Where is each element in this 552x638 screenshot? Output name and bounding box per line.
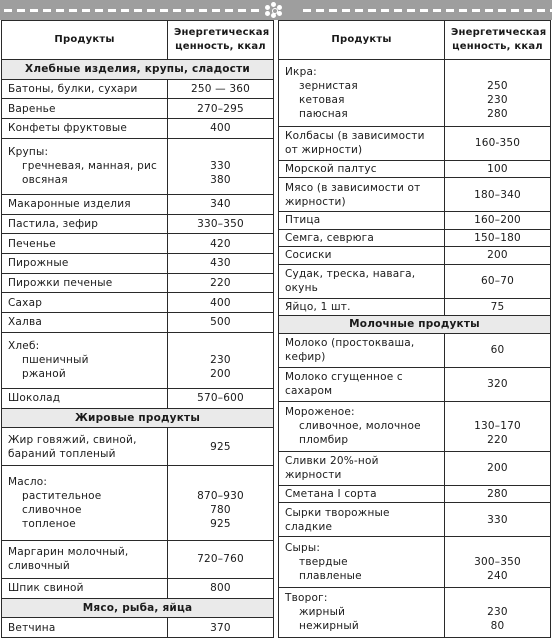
group-values — [168, 138, 274, 194]
subitem-value: 780 — [210, 504, 231, 517]
subitem-name: гречневая, манная, рис — [22, 160, 157, 173]
subitem-name: нежирный — [299, 620, 359, 633]
subitem-name: пломбир — [299, 434, 349, 447]
product-name: Халва — [2, 312, 168, 332]
spacer — [174, 339, 267, 353]
product-name: Птица — [279, 212, 445, 230]
table-row — [2, 578, 274, 598]
product-name: Ветчина — [2, 618, 168, 638]
product-name: Морской палтус — [279, 160, 445, 178]
flower-ornament-icon — [265, 2, 283, 18]
section-title: Мясо, рыба, яйца — [2, 598, 274, 618]
group-row — [279, 587, 551, 637]
product-name: Мясо (в зависимости от жирности) — [279, 178, 445, 212]
table-row — [2, 293, 274, 313]
group-values — [168, 332, 274, 388]
energy-value: 60 — [445, 333, 551, 367]
energy-value: 430 — [168, 253, 274, 273]
energy-value: 200 — [445, 247, 551, 265]
product-name: Сахар — [2, 293, 168, 313]
product-name: Жир говяжий, свиной, бараний топленый — [2, 428, 168, 466]
group-row — [279, 60, 551, 127]
product-name: Варенье — [2, 99, 168, 119]
table-row — [2, 79, 274, 99]
spacer — [451, 405, 544, 419]
energy-value: 720–760 — [168, 540, 274, 578]
subitem-value: 330 — [210, 160, 231, 173]
energy-value: 280 — [445, 485, 551, 503]
product-name: Яйцо, 1 шт. — [279, 298, 445, 316]
subitem-name: пшеничный — [22, 354, 89, 367]
product-name: Конфеты фруктовые — [2, 118, 168, 138]
table-row — [2, 118, 274, 138]
spacer — [174, 475, 267, 489]
energy-value: 330 — [445, 503, 551, 537]
table-row — [2, 540, 274, 578]
energy-value: 340 — [168, 194, 274, 214]
product-name: Колбасы (в зависимости от жирности) — [279, 126, 445, 160]
energy-value: 370 — [168, 618, 274, 638]
table-row — [279, 485, 551, 503]
group-row — [2, 138, 274, 194]
group-title: Масло: — [8, 476, 48, 489]
subitem-name: плавленые — [299, 569, 362, 582]
subitem-name: сливочное — [22, 504, 82, 517]
subitem-value: 130–170 — [474, 420, 521, 433]
section-row — [2, 598, 274, 618]
product-name: Сосиски — [279, 247, 445, 265]
energy-value: 220 — [168, 273, 274, 293]
table-row — [279, 367, 551, 401]
product-name: Печенье — [2, 234, 168, 254]
energy-value: 250 — 360 — [168, 79, 274, 99]
table-row — [2, 99, 274, 119]
table-row — [2, 388, 274, 408]
product-name: Пирожки печеные — [2, 273, 168, 293]
subitem-value: 280 — [487, 107, 508, 120]
subitem-name: сливочное, молочное — [299, 420, 421, 433]
table-row — [279, 126, 551, 160]
table-row — [2, 273, 274, 293]
table-row — [279, 503, 551, 537]
subitem-value: 380 — [210, 174, 231, 187]
subitem-name: овсяная — [22, 174, 68, 187]
energy-value: 330–350 — [168, 214, 274, 234]
group-row — [279, 401, 551, 451]
section-row — [279, 316, 551, 334]
subitem-value: 230 — [487, 606, 508, 619]
product-name: Молоко сгущенное с сахаром — [279, 367, 445, 401]
product-name: Сырки творожные сладкие — [279, 503, 445, 537]
calorie-table-left — [1, 20, 274, 638]
product-name: Судак, треска, навага, окунь — [279, 264, 445, 298]
group-values — [445, 401, 551, 451]
table-row — [2, 194, 274, 214]
spacer — [451, 541, 544, 555]
spacer — [451, 65, 544, 79]
energy-value: 160-350 — [445, 126, 551, 160]
subitem-value: 230 — [210, 354, 231, 367]
energy-value: 400 — [168, 118, 274, 138]
energy-value: 200 — [445, 451, 551, 485]
table-row — [2, 253, 274, 273]
group-title: Икра: — [285, 65, 317, 78]
energy-value: 75 — [445, 298, 551, 316]
group-row — [279, 537, 551, 587]
product-name: Шпик свиной — [2, 578, 168, 598]
group-cell — [279, 587, 445, 637]
table-row — [279, 229, 551, 247]
table-row — [2, 214, 274, 234]
group-values — [445, 60, 551, 127]
energy-value: 100 — [445, 160, 551, 178]
group-values — [168, 466, 274, 541]
subitem-name: ржаной — [22, 368, 66, 381]
subitem-value: 870–930 — [197, 490, 244, 503]
section-title: Жировые продукты — [2, 408, 274, 428]
spacer — [174, 145, 267, 159]
table-row — [279, 298, 551, 316]
subitem-value: 925 — [210, 518, 231, 531]
energy-value: 925 — [168, 428, 274, 466]
energy-value: 500 — [168, 312, 274, 332]
product-name: Батоны, булки, сухари — [2, 79, 168, 99]
energy-value: 800 — [168, 578, 274, 598]
group-title: Творог: — [285, 592, 328, 605]
table-row — [279, 247, 551, 265]
subitem-value: 80 — [490, 620, 505, 633]
subitem-name: жирный — [299, 606, 346, 619]
subitem-value: 200 — [210, 368, 231, 381]
table-row — [2, 234, 274, 254]
product-name: Семга, севрюга — [279, 229, 445, 247]
table-row — [279, 264, 551, 298]
subitem-name: кетовая — [299, 93, 345, 106]
subitem-value: 250 — [487, 79, 508, 92]
group-row — [2, 466, 274, 541]
energy-value: 60–70 — [445, 264, 551, 298]
decorative-top-bar — [0, 0, 552, 20]
subitem-name: топленое — [22, 518, 76, 531]
table-row — [279, 212, 551, 230]
group-title: Крупы: — [8, 146, 49, 159]
table-row — [279, 160, 551, 178]
group-cell — [279, 401, 445, 451]
group-title: Мороженое: — [285, 406, 355, 419]
spacer — [451, 591, 544, 605]
subitem-value: 300–350 — [474, 555, 521, 568]
table-row — [279, 178, 551, 212]
energy-value: 270–295 — [168, 99, 274, 119]
group-cell — [279, 537, 445, 587]
table-row — [2, 428, 274, 466]
energy-value: 180–340 — [445, 178, 551, 212]
product-name: Пирожные — [2, 253, 168, 273]
table-row — [2, 312, 274, 332]
header-energy: Энергетическая ценность, ккал — [445, 21, 551, 60]
product-name: Молоко (простокваша, кефир) — [279, 333, 445, 367]
subitem-value: 240 — [487, 569, 508, 582]
calorie-table-right — [278, 20, 551, 638]
subitem-name: паюсная — [299, 107, 348, 120]
energy-value: 160–200 — [445, 212, 551, 230]
energy-value: 420 — [168, 234, 274, 254]
header-products: Продукты — [279, 21, 445, 60]
group-cell — [279, 60, 445, 127]
section-title: Хлебные изделия, крупы, сладости — [2, 60, 274, 80]
group-title: Хлеб: — [8, 340, 40, 353]
subitem-name: твердые — [299, 555, 348, 568]
section-row — [2, 60, 274, 80]
energy-value: 150–180 — [445, 229, 551, 247]
product-name: Пастила, зефир — [2, 214, 168, 234]
group-cell — [2, 138, 168, 194]
table-row — [279, 451, 551, 485]
group-row — [2, 332, 274, 388]
subitem-name: растительное — [22, 490, 102, 503]
group-values — [445, 537, 551, 587]
group-title: Сыры: — [285, 541, 321, 554]
energy-value: 570–600 — [168, 388, 274, 408]
subitem-value: 230 — [487, 93, 508, 106]
product-name: Сметана I сорта — [279, 485, 445, 503]
energy-value: 400 — [168, 293, 274, 313]
subitem-value: 220 — [487, 434, 508, 447]
energy-value: 320 — [445, 367, 551, 401]
subitem-name: зернистая — [299, 79, 358, 92]
header-products: Продукты — [2, 21, 168, 60]
group-values — [445, 587, 551, 637]
group-cell — [2, 332, 168, 388]
header-energy: Энергетическая ценность, ккал — [168, 21, 274, 60]
product-name: Сливки 20%-ной жирности — [279, 451, 445, 485]
table-row — [2, 618, 274, 638]
section-row — [2, 408, 274, 428]
product-name: Шоколад — [2, 388, 168, 408]
table-row — [279, 333, 551, 367]
group-cell — [2, 466, 168, 541]
section-title: Молочные продукты — [279, 316, 551, 334]
product-name: Макаронные изделия — [2, 194, 168, 214]
product-name: Маргарин молочный, сливочный — [2, 540, 168, 578]
